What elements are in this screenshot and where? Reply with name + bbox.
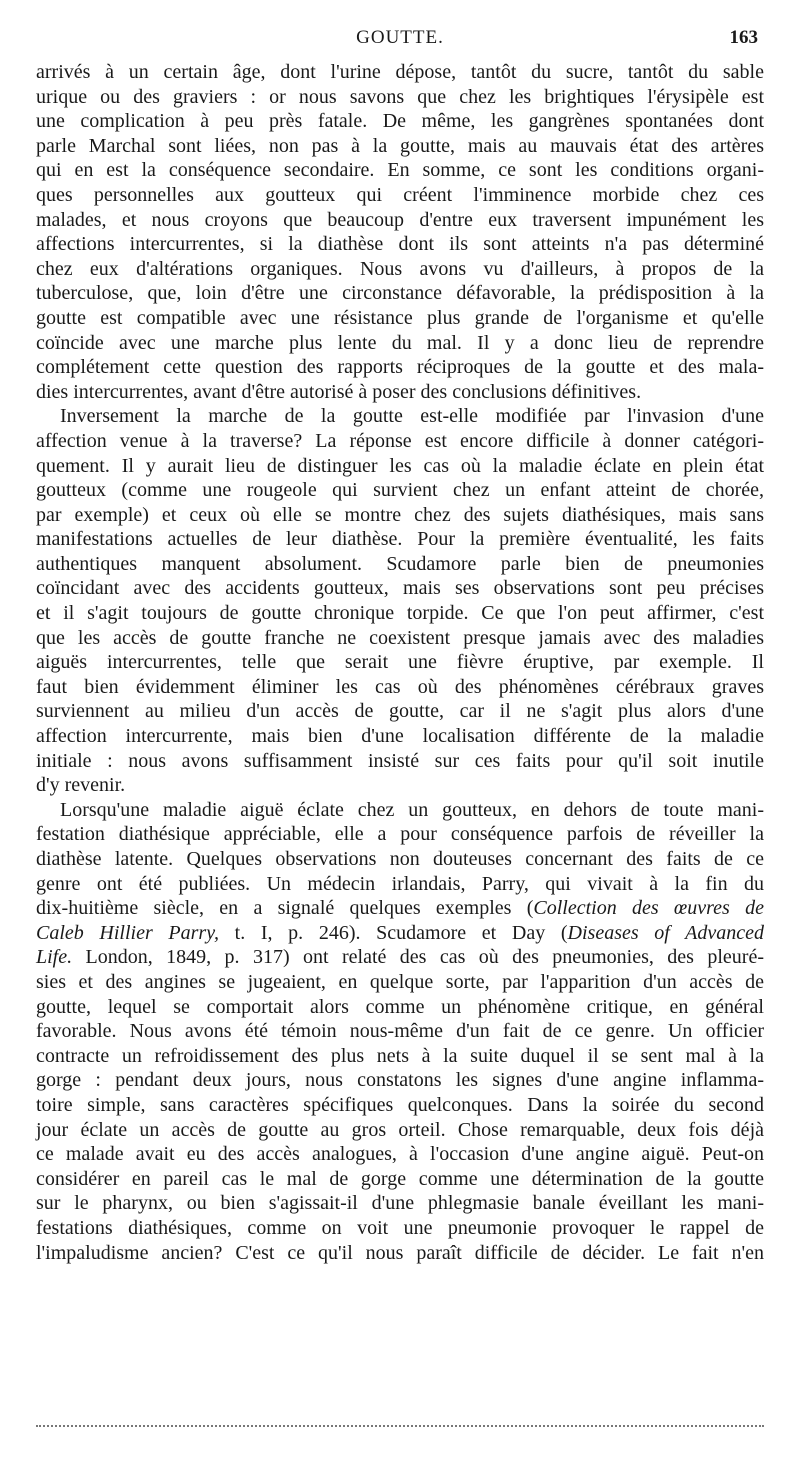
text-line: affection intercurrente, mais bien d'une localisation différente de la maladie	[36, 725, 764, 748]
citation-title: Caleb Hillier Parry,	[36, 921, 219, 944]
text-line: chez eux d'altérations organiques. Nous avons vu d'ailleurs, à propos de la	[36, 257, 764, 280]
text-line: surviennent au milieu d'un accès de goutte, car il ne s'agit plus alors d'une	[36, 700, 764, 723]
text-line: considérer en pareil cas le mal de gorge comme une détermination de la goutte	[36, 1167, 764, 1190]
text-line: urique ou des graviers : or nous savons que chez les brightiques l'érysipèle est	[36, 85, 764, 108]
paragraph	[36, 60, 764, 404]
text-line: et il s'agit toujours de goutte chronique torpide. Ce que l'on peut affirmer, c'est	[36, 602, 764, 625]
footer-dotted-rule	[36, 1425, 764, 1427]
text-line: goutte est compatible avec une résistance plus grande de l'organisme et qu'elle	[36, 306, 764, 329]
text-line: coïncide avec une marche plus lente du mal. Il y a donc lieu de reprendre	[36, 331, 764, 354]
text-line-citation	[36, 921, 764, 946]
paragraph	[36, 798, 764, 1265]
text-line: arrivés à un certain âge, dont l'urine dépose, tantôt du sucre, tantôt du sable	[36, 61, 764, 83]
citation-title: Life.	[36, 946, 73, 969]
text-line: faut bien évidemment éliminer les cas où des phénomènes cérébraux graves	[36, 675, 764, 698]
text-line: favorable. Nous avons été témoin nous-même d'un fait de ce genre. Un officier	[36, 1020, 764, 1043]
text-run: t. I, p. 246). Scudamore et Day (	[218, 921, 568, 944]
text-line: aiguës intercurrentes, telle que serait une fièvre éruptive, par exemple. Il	[36, 651, 764, 674]
text-line: que les accès de goutte franche ne coexistent presque jamais avec des maladies	[36, 626, 764, 649]
text-line: parle Marchal sont liées, non pas à la goutte, mais au mauvais état des artères	[36, 134, 764, 157]
text-line: affection venue à la traverse? La réponse est encore difficile à donner catégori-	[36, 429, 764, 452]
text-line: Inversement la marche de la goutte est-elle modifiée par l'invasion d'une	[60, 405, 764, 428]
text-line: une complication à peu près fatale. De même, les gangrènes spontanées dont	[36, 110, 764, 133]
citation-title: Diseases of Advanced	[567, 921, 764, 944]
text-line: l'impaludisme ancien? C'est ce qu'il nous paraît difficile de décider. Le fait n'en	[36, 1241, 764, 1264]
text-line: par exemple) et ceux où elle se montre chez des sujets diathésiques, mais sans	[36, 503, 764, 526]
text-line: complétement cette question des rapports réciproques de la goutte et des mala-	[36, 356, 764, 379]
text-line: quement. Il y aurait lieu de distinguer les cas où la maladie éclate en plein état	[36, 454, 764, 477]
text-line: qui en est la conséquence secondaire. En somme, ce sont les conditions organi-	[36, 159, 764, 182]
text-line: initiale : nous avons suffisamment insisté sur ces faits pour qu'il soit inutile	[36, 749, 764, 772]
text-line: coïncidant avec des accidents goutteux, mais ses observations sont peu précises	[36, 577, 764, 600]
text-line: authentiques manquent absolument. Scudamore parle bien de pneumonies	[36, 552, 764, 575]
text-line: diathèse latente. Quelques observations non douteuses concernant des faits de ce	[36, 848, 764, 870]
text-line: Lorsqu'une maladie aiguë éclate chez un goutteux, en dehors de toute mani-	[60, 798, 764, 821]
text-line-citation	[36, 896, 764, 921]
text-line: dies intercurrentes, avant d'être autorisé à poser des conclusions définitives.	[36, 380, 642, 403]
text-run: London, 1849, p. 317) ont relaté des cas où des pneumonies, des pleuré-	[72, 946, 764, 969]
text-line: sies et des angines se jugeaient, en quelque sorte, par l'apparition d'un accès de	[36, 970, 764, 993]
text-line: gorge : pendant deux jours, nous constatons les signes d'une angine inflamma-	[36, 1069, 764, 1092]
text-line: malades, et nous croyons que beaucoup d'entre eux traversent impunément les	[36, 208, 764, 231]
page-number: 163	[729, 27, 758, 48]
text-line: jour éclate un accès de goutte au gros orteil. Chose remarquable, deux fois déjà	[36, 1118, 764, 1141]
text-line: goutte, lequel se comportait alors comme un phénomène critique, en général	[36, 995, 764, 1018]
text-line-citation	[36, 945, 764, 970]
text-line: sur le pharynx, ou bien s'agissait-il d'une phlegmasie banale éveillant les mani-	[36, 1192, 764, 1215]
text-line: genre ont été publiées. Un médecin irlandais, Parry, qui vivait à la fin du	[36, 872, 764, 895]
body-text	[36, 60, 764, 1265]
text-line: festations diathésiques, comme on voit une pneumonie provoquer le rappel de	[36, 1216, 764, 1239]
text-line: manifestations actuelles de leur diathèse. Pour la première éventualité, les faits	[36, 528, 764, 551]
text-line: ce malade avait eu des accès analogues, à l'occasion d'une angine aiguë. Peut-on	[36, 1143, 764, 1166]
text-line: festation diathésique appréciable, elle a pour conséquence parfois de réveiller la	[36, 823, 764, 846]
text-line: tuberculose, que, loin d'être une circonstance défavorable, la prédisposition à la	[36, 282, 764, 305]
paragraph	[36, 404, 764, 798]
text-run: dix-huitième siècle, en a signalé quelques exemples (	[36, 897, 534, 920]
citation-title: Collection des œuvres de	[533, 897, 764, 920]
running-title: GOUTTE.	[356, 27, 444, 48]
running-header	[36, 27, 764, 53]
text-line: d'y revenir.	[36, 774, 126, 797]
text-line: ques personnelles aux goutteux qui créent l'imminence morbide chez ces	[36, 183, 764, 206]
text-line: affections intercurrentes, si la diathèse dont ils sont atteints n'a pas déterminé	[36, 233, 764, 256]
text-line: toire simple, sans caractères spécifiques quelconques. Dans la soirée du second	[36, 1093, 764, 1116]
text-line: goutteux (comme une rougeole qui survient chez un enfant atteint de chorée,	[36, 479, 764, 502]
text-line: contracte un refroidissement des plus nets à la suite duquel il se sent mal à la	[36, 1044, 764, 1067]
